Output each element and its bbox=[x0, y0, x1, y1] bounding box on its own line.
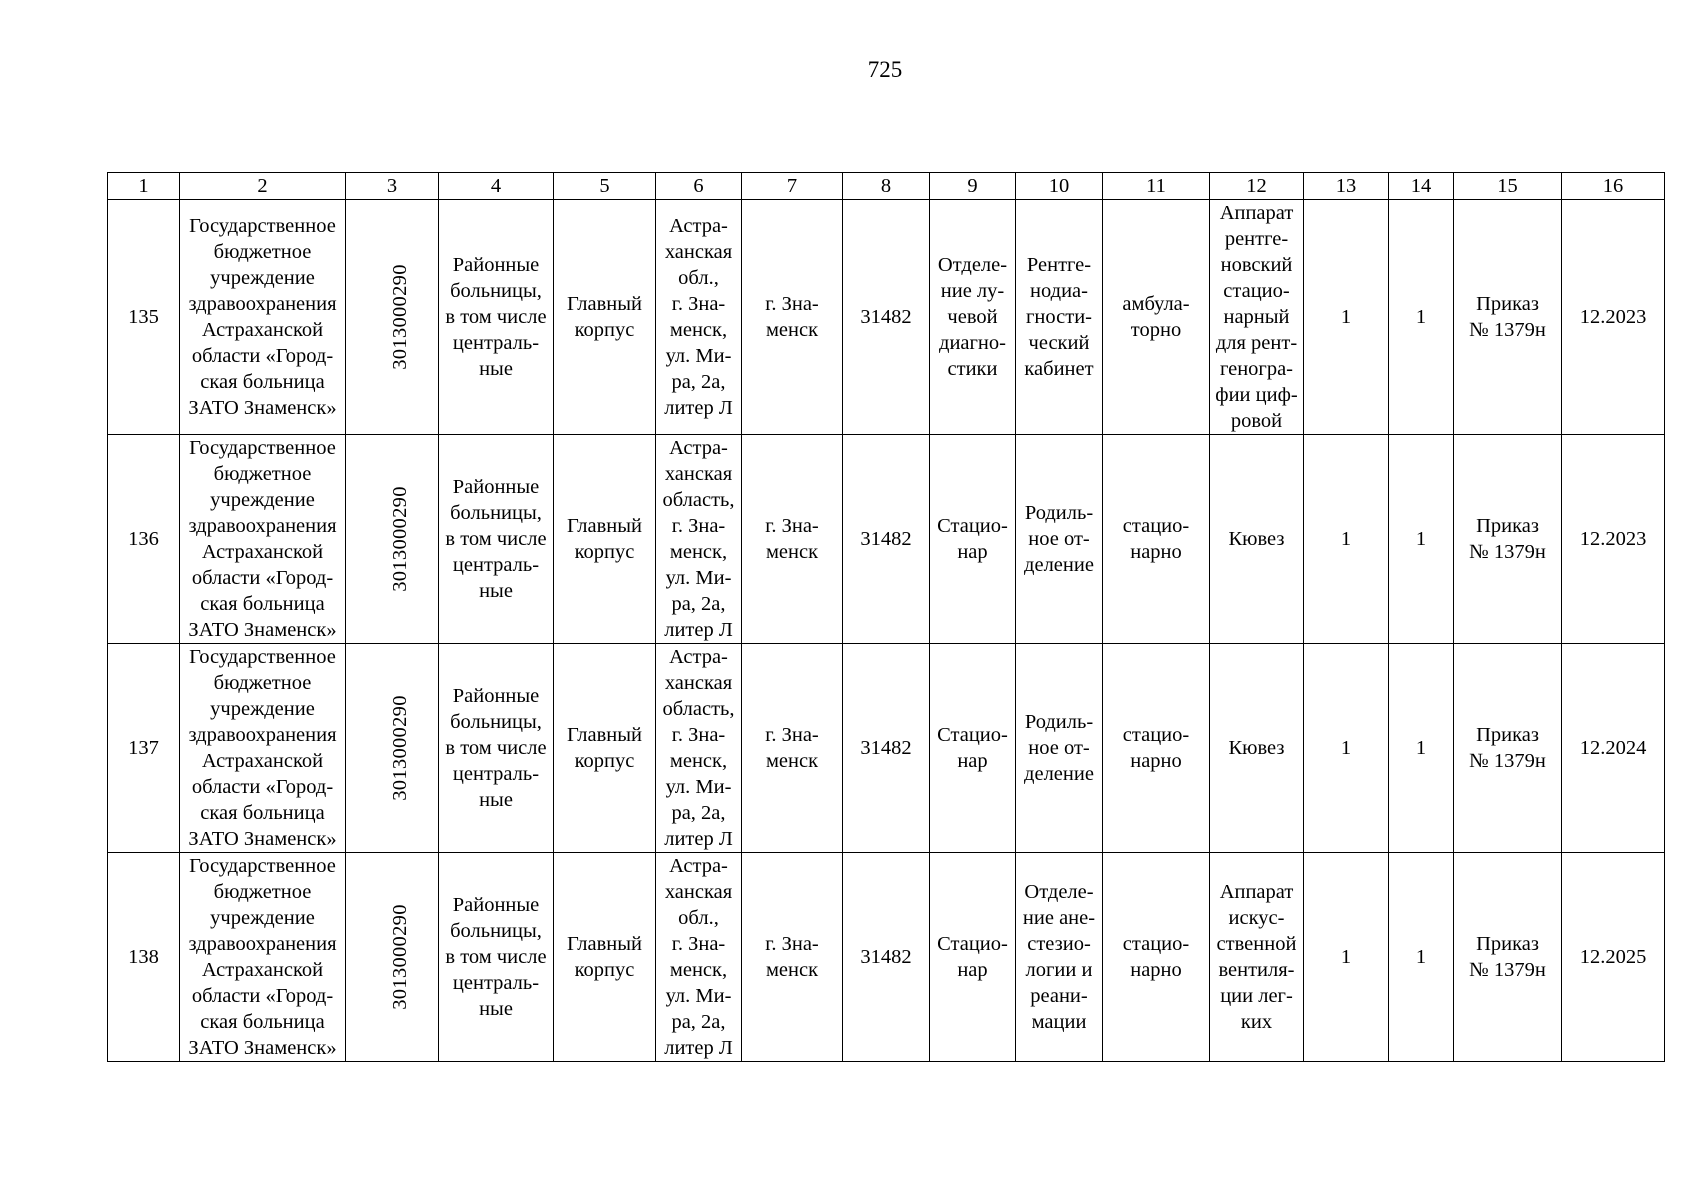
table-row bbox=[108, 200, 1665, 435]
care-mode: стацио- нарно bbox=[1103, 853, 1210, 1062]
quantity-14: 1 bbox=[1389, 435, 1454, 644]
city: г. Зна- менск bbox=[742, 853, 843, 1062]
address: Астра- ханская обл., г. Зна- менск, ул. Ми- ра, 2а, литер Л bbox=[656, 853, 742, 1062]
care-mode: стацио- нарно bbox=[1103, 435, 1210, 644]
column-header: 6 bbox=[656, 173, 742, 200]
code: 31482 bbox=[843, 200, 930, 435]
inn-cell bbox=[346, 644, 439, 853]
organization-type: Районные больницы, в том числе централь- ные bbox=[439, 435, 554, 644]
row-number: 136 bbox=[108, 435, 180, 644]
inn-value: 3013000290 bbox=[388, 264, 411, 370]
organization-name: Государственное бюджетное учреждение здравоохранения Астраханской области «Город- ская больница ЗАТО Знаменск» bbox=[180, 435, 346, 644]
organization-type: Районные больницы, в том числе централь- ные bbox=[439, 644, 554, 853]
quantity-14: 1 bbox=[1389, 853, 1454, 1062]
column-header: 13 bbox=[1304, 173, 1389, 200]
quantity-13: 1 bbox=[1304, 200, 1389, 435]
inn-cell bbox=[346, 853, 439, 1062]
code: 31482 bbox=[843, 853, 930, 1062]
date: 12.2023 bbox=[1562, 435, 1665, 644]
department: Стацио- нар bbox=[930, 644, 1016, 853]
equipment: Аппарат искус- ственной вентиля- ции лег- ких bbox=[1210, 853, 1304, 1062]
order: Приказ № 1379н bbox=[1454, 644, 1562, 853]
address: Астра- ханская обл., г. Зна- менск, ул. Ми- ра, 2а, литер Л bbox=[656, 200, 742, 435]
department: Стацио- нар bbox=[930, 853, 1016, 1062]
column-header: 1 bbox=[108, 173, 180, 200]
care-mode: стацио- нарно bbox=[1103, 644, 1210, 853]
quantity-14: 1 bbox=[1389, 644, 1454, 853]
page-number: 725 bbox=[867, 57, 903, 82]
quantity-13: 1 bbox=[1304, 644, 1389, 853]
date: 12.2024 bbox=[1562, 644, 1665, 853]
equipment: Аппарат рентге- новский стацио- нарный для рент- геногра- фии циф- ровой bbox=[1210, 200, 1304, 435]
column-header: 12 bbox=[1210, 173, 1304, 200]
address: Астра- ханская область, г. Зна- менск, ул. Ми- ра, 2а, литер Л bbox=[656, 435, 742, 644]
date: 12.2023 bbox=[1562, 200, 1665, 435]
quantity-13: 1 bbox=[1304, 853, 1389, 1062]
unit: Рентге- нодиа- гности- ческий кабинет bbox=[1016, 200, 1103, 435]
column-header: 4 bbox=[439, 173, 554, 200]
equipment: Кювез bbox=[1210, 435, 1304, 644]
city: г. Зна- менск bbox=[742, 200, 843, 435]
header-row bbox=[108, 173, 1665, 200]
city: г. Зна- менск bbox=[742, 644, 843, 853]
inn-value: 3013000290 bbox=[388, 904, 411, 1010]
inn-cell bbox=[346, 435, 439, 644]
column-header: 5 bbox=[554, 173, 656, 200]
organization-type: Районные больницы, в том числе централь- ные bbox=[439, 200, 554, 435]
column-header: 15 bbox=[1454, 173, 1562, 200]
unit: Отделе- ние ане- стезио- логии и реани- мации bbox=[1016, 853, 1103, 1062]
column-header: 8 bbox=[843, 173, 930, 200]
equipment-table bbox=[107, 172, 1665, 1062]
code: 31482 bbox=[843, 644, 930, 853]
column-header: 3 bbox=[346, 173, 439, 200]
inn-cell bbox=[346, 200, 439, 435]
column-header: 11 bbox=[1103, 173, 1210, 200]
organization-type: Районные больницы, в том числе централь- ные bbox=[439, 853, 554, 1062]
row-number: 138 bbox=[108, 853, 180, 1062]
organization-name: Государственное бюджетное учреждение здравоохранения Астраханской области «Город- ская больница ЗАТО Знаменск» bbox=[180, 853, 346, 1062]
column-header: 10 bbox=[1016, 173, 1103, 200]
inn-value: 3013000290 bbox=[388, 486, 411, 592]
department: Отделе- ние лу- чевой диагно- стики bbox=[930, 200, 1016, 435]
column-header: 14 bbox=[1389, 173, 1454, 200]
table-row bbox=[108, 644, 1665, 853]
building: Главный корпус bbox=[554, 853, 656, 1062]
column-header: 2 bbox=[180, 173, 346, 200]
order: Приказ № 1379н bbox=[1454, 435, 1562, 644]
quantity-13: 1 bbox=[1304, 435, 1389, 644]
address: Астра- ханская область, г. Зна- менск, ул. Ми- ра, 2а, литер Л bbox=[656, 644, 742, 853]
column-header: 9 bbox=[930, 173, 1016, 200]
building: Главный корпус bbox=[554, 435, 656, 644]
row-number: 135 bbox=[108, 200, 180, 435]
unit: Родиль- ное от- деление bbox=[1016, 644, 1103, 853]
department: Стацио- нар bbox=[930, 435, 1016, 644]
building: Главный корпус bbox=[554, 200, 656, 435]
date: 12.2025 bbox=[1562, 853, 1665, 1062]
unit: Родиль- ное от- деление bbox=[1016, 435, 1103, 644]
city: г. Зна- менск bbox=[742, 435, 843, 644]
column-header: 16 bbox=[1562, 173, 1665, 200]
table-row bbox=[108, 435, 1665, 644]
column-header: 7 bbox=[742, 173, 843, 200]
order: Приказ № 1379н bbox=[1454, 853, 1562, 1062]
organization-name: Государственное бюджетное учреждение здравоохранения Астраханской области «Город- ская больница ЗАТО Знаменск» bbox=[180, 644, 346, 853]
order: Приказ № 1379н bbox=[1454, 200, 1562, 435]
table-row bbox=[108, 853, 1665, 1062]
building: Главный корпус bbox=[554, 644, 656, 853]
row-number: 137 bbox=[108, 644, 180, 853]
care-mode: амбула- торно bbox=[1103, 200, 1210, 435]
code: 31482 bbox=[843, 435, 930, 644]
organization-name: Государственное бюджетное учреждение здравоохранения Астраханской области «Город- ская больница ЗАТО Знаменск» bbox=[180, 200, 346, 435]
inn-value: 3013000290 bbox=[388, 695, 411, 801]
equipment: Кювез bbox=[1210, 644, 1304, 853]
quantity-14: 1 bbox=[1389, 200, 1454, 435]
